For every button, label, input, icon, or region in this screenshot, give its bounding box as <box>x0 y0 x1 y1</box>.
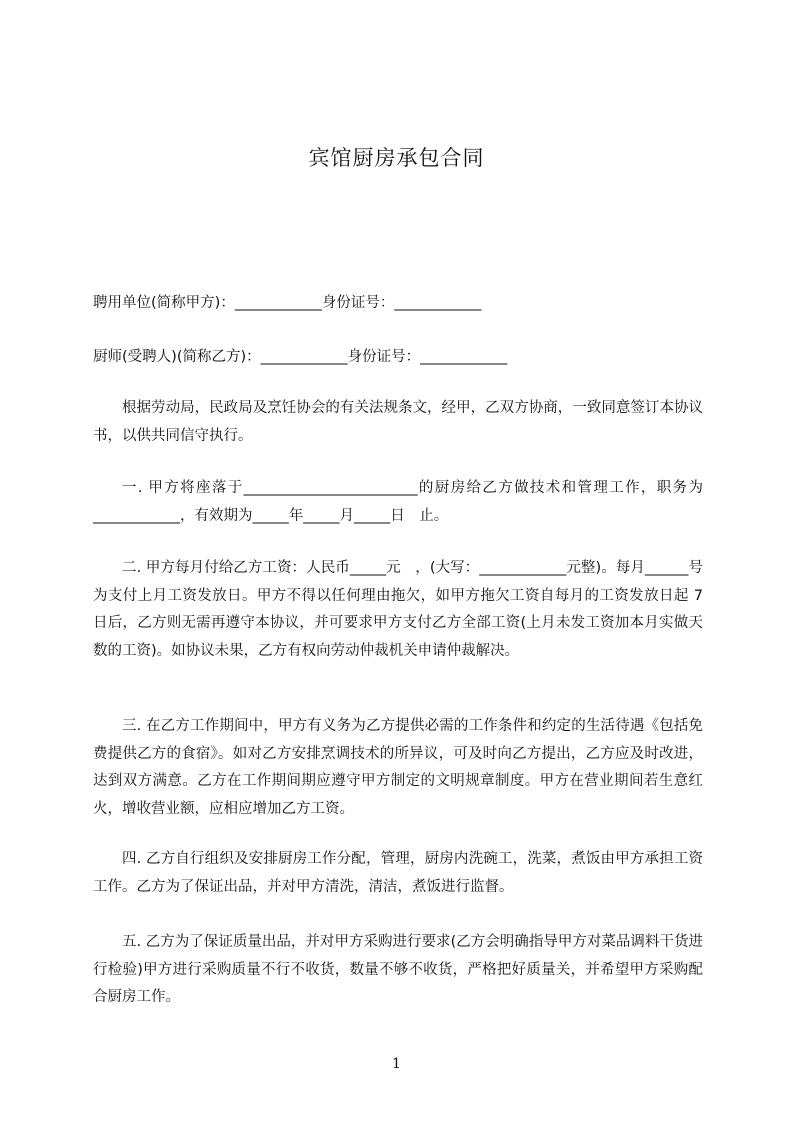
clause-1: 一. 甲方将座落于________________________的厨房给乙方做技术和管理工作，职务为____________，有效期为_____年_____月_____日 止。 <box>93 480 703 524</box>
clause-4: 四. 乙方自行组织及安排厨房工作分配，管理，厨房内洗碗工，洗菜，煮饭由甲方承担工资工作。乙方为了保证出品，并对甲方清洗，清洁，煮饭进行监督。 <box>93 851 703 895</box>
clause-3: 三. 在乙方工作期间中，甲方有义务为乙方提供必需的工作条件和约定的生活待遇《包括免费提供乙方的食宿》。如对乙方安排烹调技术的所异议，可及时向乙方提出，乙方应及时改进，达到双方满意。乙方在工作期间期应遵守甲方制定的文明规章制度。甲方在营业期间若生意红火，增收营业额，应相应增加乙方工资。 <box>93 718 703 817</box>
intro-paragraph: 根据劳动局，民政局及烹饪协会的有关法规条文，经甲，乙双方协商，一致同意签订本协议书，以供共同信守执行。 <box>93 400 703 444</box>
document-title: 宾馆厨房承包合同 <box>308 146 485 170</box>
clause-5: 五. 乙方为了保证质量出品，并对甲方采购进行要求(乙方会明确指导甲方对菜品调料干货进行检验)甲方进行采购质量不行不收货，数量不够不收货，严格把好质量关，并希望甲方采购配合厨房工作。 <box>93 934 703 1005</box>
chef-line: 厨师(受聘人)(简称乙方)：____________身份证号：____________ <box>93 349 508 365</box>
page-number: 1 <box>392 1056 401 1072</box>
clause-2: 二. 甲方每月付给乙方工资：人民币_____元 ，(大写：____________元整)。每月______号为支付上月工资发放日。甲方不得以任何理由拖欠，如甲方拖欠工资自每月的工资发放日起 7 日后，乙方则无需再遵守本协议，并可要求甲方支付乙方全部工资(上月未发工资加本月实做天数的工资)。如协议未果，乙方有权向劳动仲裁机关申请仲裁解决。 <box>93 560 703 659</box>
employer-line: 聘用单位(简称甲方)：____________身份证号：____________ <box>93 295 482 311</box>
